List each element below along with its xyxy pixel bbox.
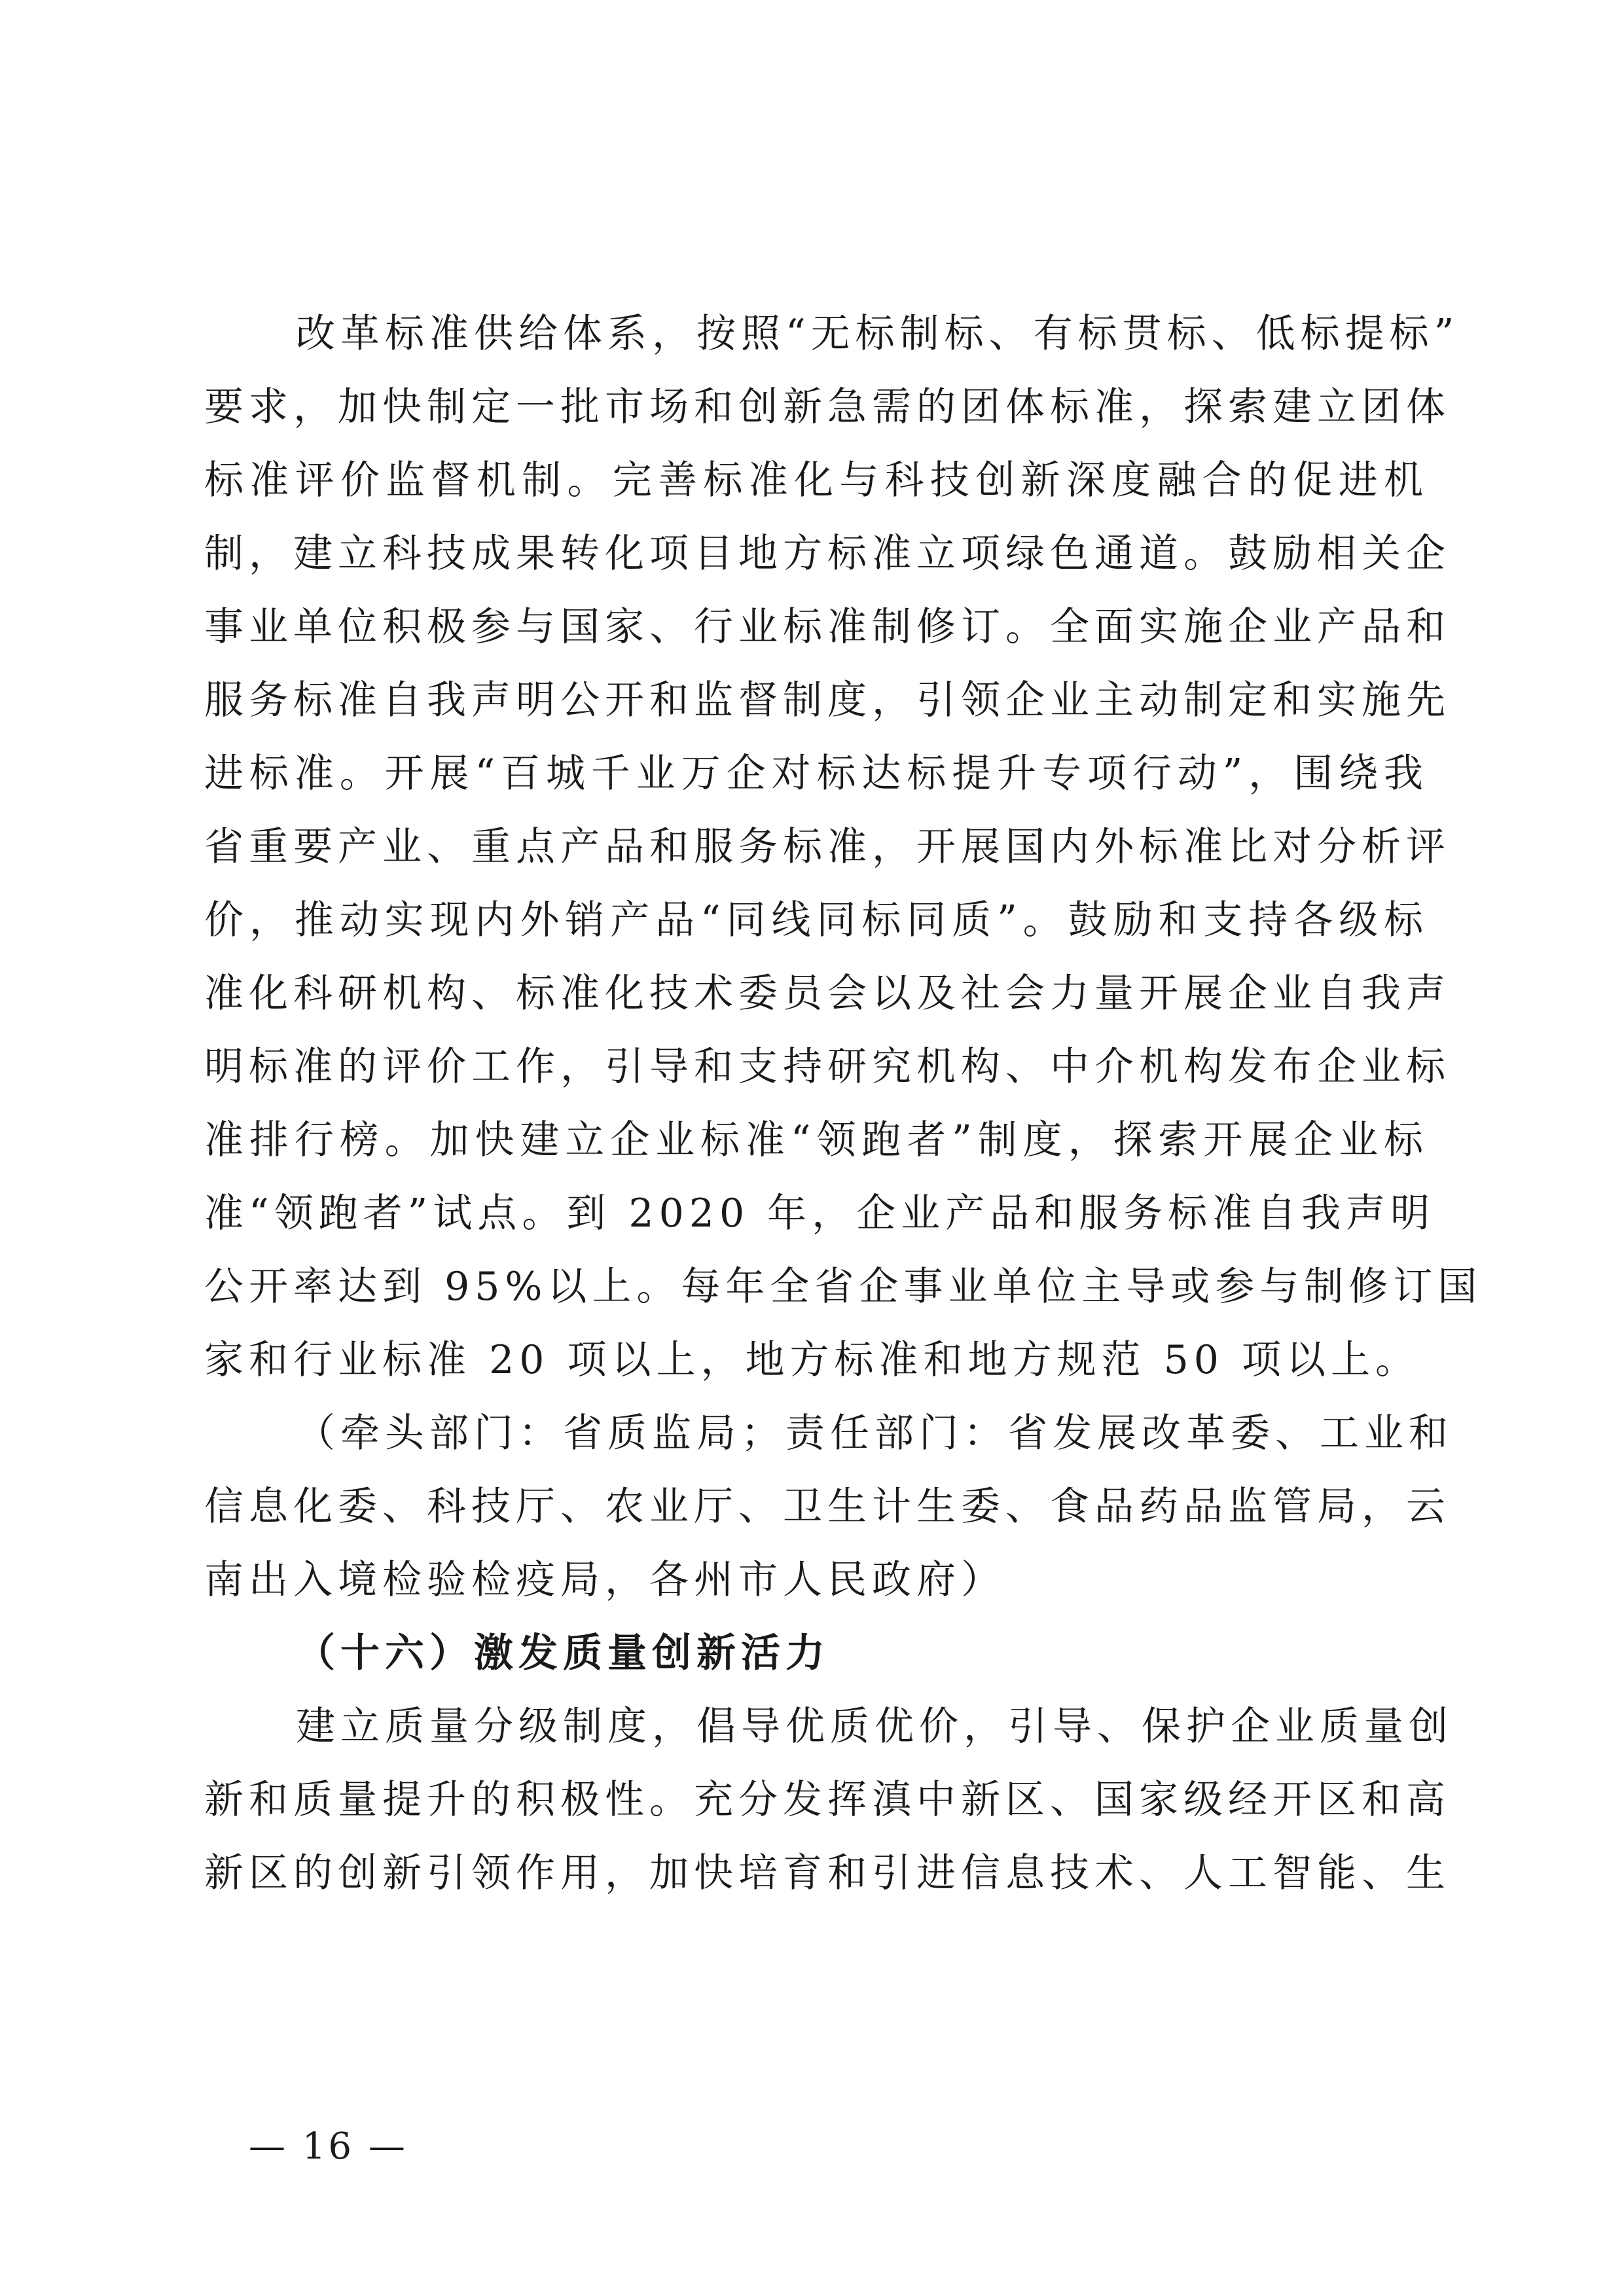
- responsible-departments-line: 南出入境检验检疫局，各州市人民政府）: [204, 1557, 1005, 1603]
- paragraph-line: 明标准的评价工作，引导和支持研究机构、中介机构发布企业标: [204, 1044, 1451, 1090]
- paragraph-line: 服务标准自我声明公开和监督制度，引领企业主动制定和实施先: [204, 677, 1451, 723]
- paragraph-line: 进标准。开展“百城千业万企对标达标提升专项行动”，围绕我: [204, 751, 1428, 797]
- responsible-departments-line: 信息化委、科技厅、农业厅、卫生计生委、食品药品监管局，云: [204, 1484, 1451, 1530]
- paragraph-line: 事业单位积极参与国家、行业标准制修订。全面实施企业产品和: [204, 604, 1451, 650]
- paragraph-line: 省重要产业、重点产品和服务标准，开展国内外标准比对分析评: [204, 824, 1451, 870]
- paragraph-line: 公开率达到 95%以上。每年全省企事业单位主导或参与制修订国: [204, 1264, 1483, 1310]
- paragraph-line: 新和质量提升的积极性。充分发挥滇中新区、国家级经开区和高: [204, 1777, 1451, 1823]
- paragraph-line: 标准评价监督机制。完善标准化与科技创新深度融合的促进机: [204, 457, 1428, 503]
- paragraph-line: 改革标准供给体系，按照“无标制标、有标贯标、低标提标”: [296, 311, 1460, 357]
- responsible-departments-line: （牵头部门：省质监局；责任部门：省发展改革委、工业和: [296, 1410, 1453, 1456]
- paragraph-line: 新区的创新引领作用，加快培育和引进信息技术、人工智能、生: [204, 1850, 1451, 1896]
- paragraph-line: 建立质量分级制度，倡导优质优价，引导、保护企业质量创: [296, 1704, 1453, 1749]
- section-heading: （十六）激发质量创新活力: [296, 1630, 830, 1676]
- paragraph-line: 制，建立科技成果转化项目地方标准立项绿色通道。鼓励相关企: [204, 531, 1451, 577]
- paragraph-line: 准排行榜。加快建立企业标准“领跑者”制度，探索开展企业标: [204, 1117, 1428, 1163]
- paragraph-line: 家和行业标准 20 项以上，地方标准和地方规范 50 项以上。: [204, 1337, 1420, 1383]
- page-number: — 16 —: [249, 2125, 408, 2168]
- paragraph-line: 准化科研机构、标准化技术委员会以及社会力量开展企业自我声: [204, 971, 1451, 1016]
- paragraph-line: 准“领跑者”试点。到 2020 年，企业产品和服务标准自我声明: [204, 1191, 1435, 1236]
- paragraph-line: 要求，加快制定一批市场和创新急需的团体标准，探索建立团体: [204, 384, 1451, 430]
- paragraph-line: 价，推动实现内外销产品“同线同标同质”。鼓励和支持各级标: [204, 897, 1428, 943]
